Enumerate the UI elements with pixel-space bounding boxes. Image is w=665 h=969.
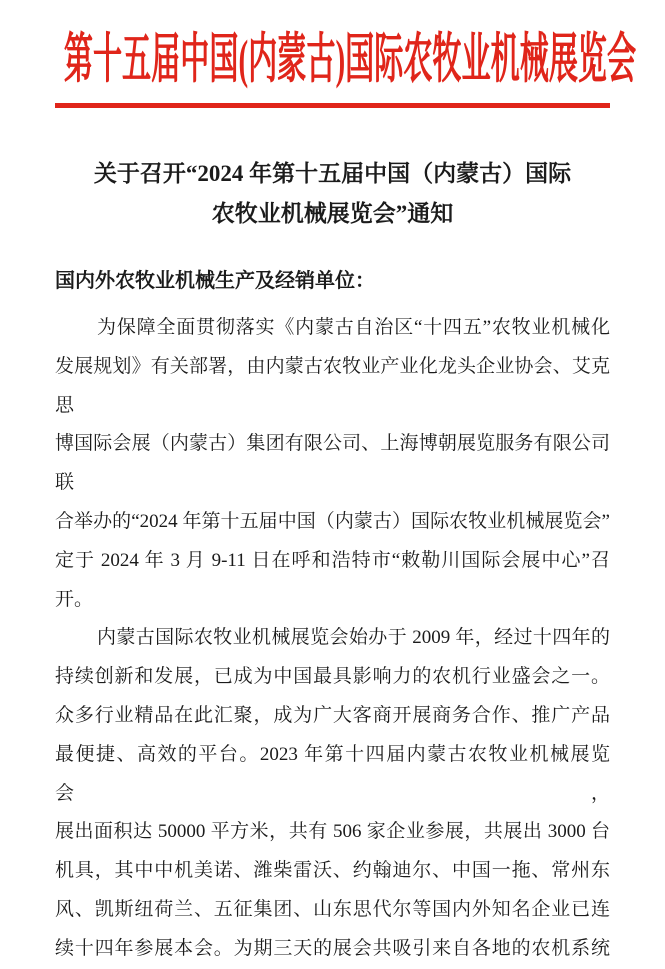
banner bbox=[55, 30, 637, 94]
notice-title-line1: 关于召开“2024 年第十五届中国（内蒙古）国际 bbox=[93, 161, 572, 186]
notice-title-line2: 农牧业机械展览会”通知 bbox=[211, 201, 454, 226]
body-line: 机具，其中中机美诺、潍柴雷沃、约翰迪尔、中国一拖、常州东 bbox=[55, 860, 610, 882]
masthead bbox=[55, 30, 637, 108]
body-line: 合举办的“2024 年第十五届中国（内蒙古）国际农牧业机械展览会” bbox=[55, 510, 610, 532]
body-line: 最便捷、高效的平台。2023 年第十四届内蒙古农牧业机械展览会， bbox=[55, 743, 610, 804]
body-line: 风、凯斯纽荷兰、五征集团、山东思代尔等国内外知名企业已连 bbox=[55, 898, 610, 920]
body-line: 展出面积达 50000 平方米，共有 506 家企业参展，共展出 3000 台 bbox=[55, 821, 610, 843]
body-line: 开。 bbox=[55, 588, 94, 610]
body-line: 持续创新和发展，已成为中国最具影响力的农机行业盛会之一。 bbox=[55, 666, 610, 688]
body-line: 定于 2024 年 3 月 9-11 日在呼和浩特市“敕勒川国际会展中心”召 bbox=[55, 549, 610, 571]
body-line: 发展规划》有关部署，由内蒙古农牧业产业化龙头企业协会、艾克思 bbox=[55, 355, 610, 416]
notice-title bbox=[55, 154, 610, 234]
body-line: 众多行业精品在此汇聚，成为广大客商开展商务合作、推广产品 bbox=[55, 704, 610, 726]
body-line: 博国际会展（内蒙古）集团有限公司、上海博朝展览服务有限公司联 bbox=[55, 433, 610, 494]
addressee-line: 国内外农牧业机械生产及经销单位： bbox=[55, 270, 375, 292]
body-line: 续十四年参展本会。为期三天的展会共吸引来自各地的农机系统 bbox=[55, 937, 610, 959]
body-line: 为保障全面贯彻落实《内蒙古自治区“十四五”农牧业机械化 bbox=[97, 317, 610, 338]
notice-body bbox=[55, 309, 610, 969]
banner-title: 第十五届中国(内蒙古)国际农牧业机械展览会 bbox=[63, 30, 637, 90]
body-line: 内蒙古国际农牧业机械展览会始办于 2009 年，经过十四年的 bbox=[97, 627, 610, 649]
notice-page bbox=[55, 30, 637, 969]
banner-rule bbox=[55, 103, 610, 108]
